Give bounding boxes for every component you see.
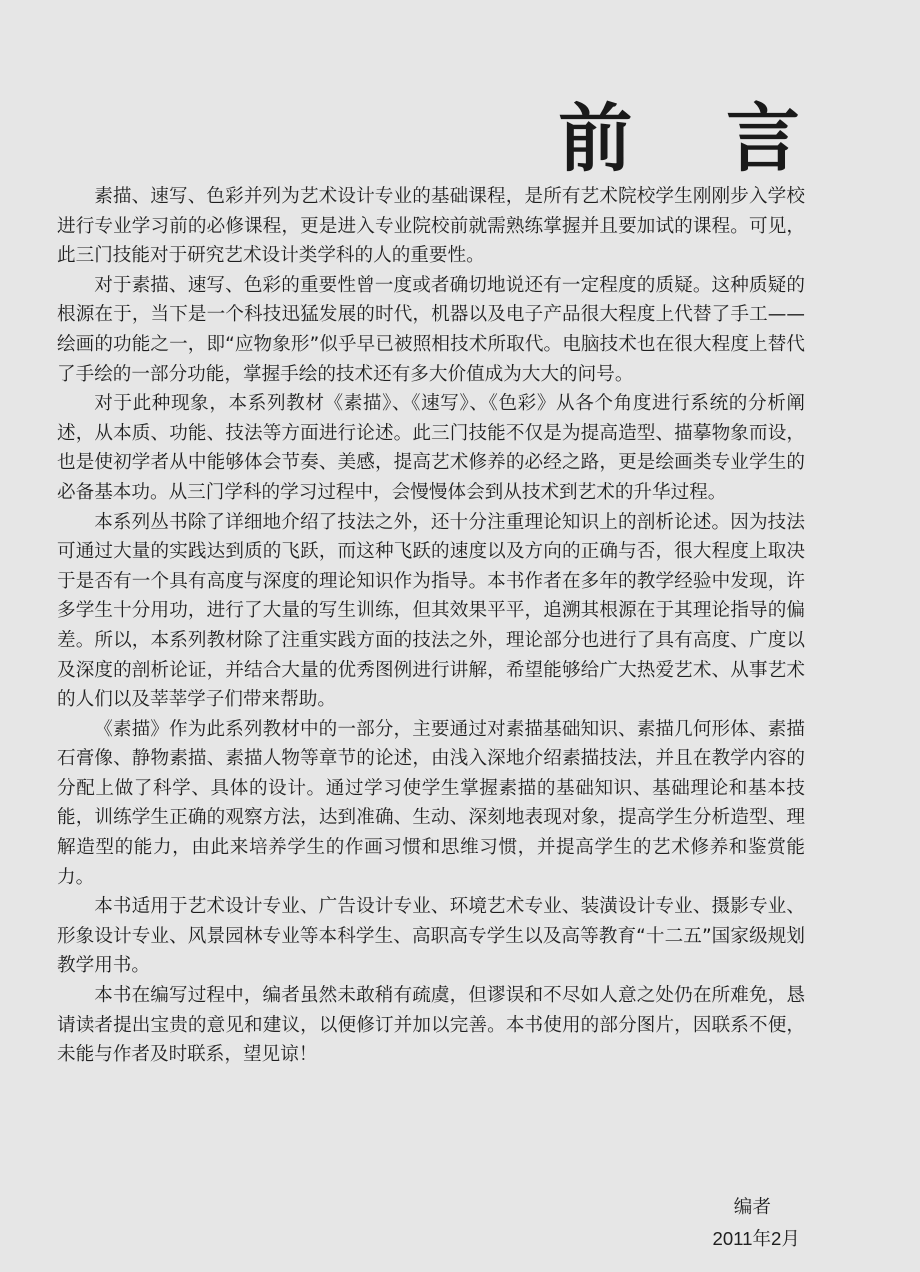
paragraph: 本系列丛书除了详细地介绍了技法之外，还十分注重理论知识上的剖析论述。因为技法可通过大量的实践达到质的飞跃，而这种飞跃的速度以及方向的正确与否，很大程度上取决于是否有一个具有高度与深度的理论知识作为指导。本书作者在多年的教学经验中发现，许多学生十分用功，进行了大量的写生训练，但其效果平平，追溯其根源在于其理论指导的偏差。所以，本系列教材除了注重实践方面的技法之外，理论部分也进行了具有高度、广度以及深度的剖析论证，并结合大量的优秀图例进行讲解，希望能够给广大热爱艺术、从事艺术的人们以及莘莘学子们带来帮助。 bbox=[57, 511, 805, 711]
signature-block bbox=[712, 1192, 800, 1254]
paragraph: 素描、速写、色彩并列为艺术设计专业的基础课程，是所有艺术院校学生刚刚步入学校进行专业学习前的必修课程，更是进入专业院校前就需熟练掌握并且要加试的课程。可见，此三门技能对于研究艺术设计类学科的人的重要性。 bbox=[57, 186, 805, 267]
preface-body bbox=[57, 182, 805, 1070]
signature-editor: 编者 bbox=[733, 1197, 771, 1218]
page-title: 前 言 bbox=[558, 95, 834, 182]
paragraph: 本书适用于艺术设计专业、广告设计专业、环境艺术专业、装潢设计专业、摄影专业、形象设计专业、风景园林专业等本科学生、高职高专学生以及高等教育“十二五”国家级规划教学用书。 bbox=[57, 896, 805, 977]
paragraph: 《素描》作为此系列教材中的一部分，主要通过对素描基础知识、素描几何形体、素描石膏像、静物素描、素描人物等章节的论述，由浅入深地介绍素描技法，并且在教学内容的分配上做了科学、具体的设计。通过学习使学生掌握素描的基础知识、基础理论和基本技能，训练学生正确的观察方法，达到准确、生动、深刻地表现对象，提高学生分析造型、理解造型的能力，由此来培养学生的作画习惯和思维习惯，并提高学生的艺术修养和鉴赏能力。 bbox=[57, 718, 805, 888]
signature-date: 2011年2月 bbox=[712, 1228, 800, 1249]
paragraph: 本书在编写过程中，编者虽然未敢稍有疏虞，但谬误和不尽如人意之处仍在所难免，恳请读者提出宝贵的意见和建议，以便修订并加以完善。本书使用的部分图片，因联系不便，未能与作者及时联系，望见谅！ bbox=[57, 985, 805, 1066]
paragraph: 对于素描、速写、色彩的重要性曾一度或者确切地说还有一定程度的质疑。这种质疑的根源在于，当下是一个科技迅猛发展的时代，机器以及电子产品很大程度上代替了手工——绘画的功能之一，即“应物象形”似乎早已被照相技术所取代。电脑技术也在很大程度上替代了手绘的一部分功能，掌握手绘的技术还有多大价值成为大大的问号。 bbox=[57, 274, 805, 385]
paragraph: 对于此种现象，本系列教材《素描》、《速写》、《色彩》从各个角度进行系统的分析阐述，从本质、功能、技法等方面进行论述。此三门技能不仅是为提高造型、描摹物象而设，也是使初学者从中能够体会节奏、美感，提高艺术修养的必经之路，更是绘画类专业学生的必备基本功。从三门学科的学习过程中，会慢慢体会到从技术到艺术的升华过程。 bbox=[57, 393, 805, 503]
